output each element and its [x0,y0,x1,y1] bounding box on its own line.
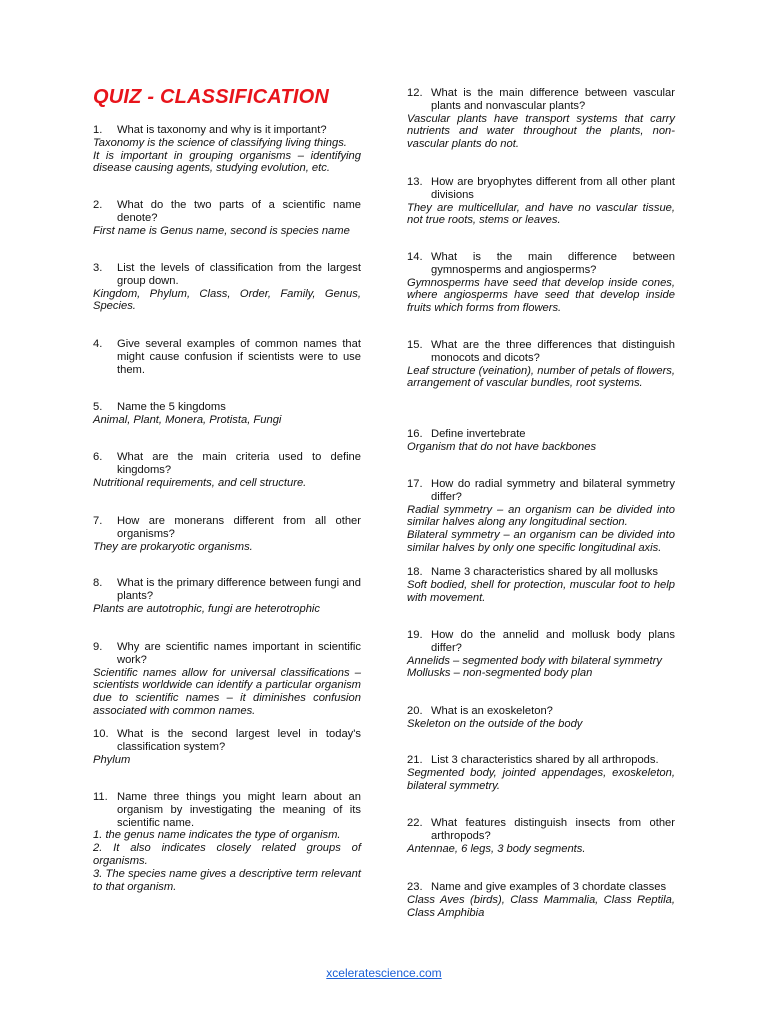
question-item [407,754,675,792]
question-number: 13. [407,176,423,188]
question-item [93,401,361,427]
question-number: 7. [93,515,103,527]
question-number: 8. [93,577,103,589]
answer-text: It is important in grouping organisms – identifying disease causing agents, studying evolution, etc. [93,149,361,175]
question-line [93,124,361,137]
question-item [93,262,361,313]
question-text: List 3 characteristics shared by all arthropods. [431,754,659,766]
question-number: 1. [93,124,103,136]
question-number: 2. [93,199,103,211]
answer-text: Organism that do not have backbones [407,440,597,453]
question-item [407,251,675,315]
question-line [407,566,675,579]
question-line [407,478,675,504]
page-title: QUIZ - CLASSIFICATION [93,86,330,108]
question-text: What do the two parts of a scientific name denote? [117,199,361,224]
question-number: 11. [93,791,108,803]
question-item [407,339,675,390]
answer-text: Plants are autotrophic, fungi are heterotrophic [93,602,320,615]
question-number: 17. [407,478,423,490]
question-text: What is the primary difference between fungi and plants? [117,577,361,602]
question-text: Define invertebrate [431,428,526,440]
question-line [407,881,675,894]
answer-text: Scientific names allow for universal classifications – scientists worldwide can identify a particular organism due to scientific names – it diminishes confusion associated with common names. [93,666,361,717]
question-number: 16. [407,428,423,440]
question-number: 19. [407,629,423,641]
question-item [93,577,361,615]
question-number: 4. [93,338,103,350]
question-number: 3. [93,262,103,274]
question-text: Name and give examples of 3 chordate classes [431,881,667,893]
question-line [93,791,361,829]
question-item [407,428,675,454]
question-line [407,817,675,843]
question-number: 18. [407,566,423,578]
question-item [93,199,361,237]
question-number: 20. [407,705,423,717]
answer-text: Kingdom, Phylum, Class, Order, Family, Genus, Species. [93,287,361,313]
question-item [407,87,675,151]
question-line [93,577,361,603]
question-line [407,428,675,441]
question-item [407,176,675,227]
answer-text: Vascular plants have transport systems that carry nutrients and water throughout the plants, non-vascular plants do not. [407,112,675,151]
question-text: Name 3 characteristics shared by all mollusks [431,566,658,578]
question-item [407,817,675,855]
answer-text: First name is Genus name, second is species name [93,224,350,237]
answer-text: Mollusks – non-segmented body plan [407,667,593,680]
answer-text: Skeleton on the outside of the body [407,717,583,730]
question-item [93,515,361,553]
question-text: Give several examples of common names that might cause confusion if scientists were to use them. [117,338,361,376]
question-number: 21. [407,754,423,766]
question-number: 14. [407,251,423,263]
question-text: What is taxonomy and why is it important? [117,124,327,136]
question-line [407,176,675,202]
question-text: What is the main difference between vascular plants and nonvascular plants? [431,87,675,112]
answer-text: Antennae, 6 legs, 3 body segments. [407,842,586,855]
question-item [93,791,361,893]
question-number: 6. [93,451,103,463]
question-line [93,515,361,541]
question-line [407,705,675,718]
question-text: Why are scientific names important in scientific work? [117,641,361,666]
question-line [93,401,361,414]
answer-text: 1. the genus name indicates the type of organism. [93,829,341,842]
answer-text: Annelids – segmented body with bilateral symmetry [407,654,662,667]
answer-text: Phylum [93,753,131,766]
question-number: 12. [407,87,423,99]
question-number: 23. [407,881,423,893]
question-item [93,124,361,175]
question-line [93,199,361,225]
question-item [93,728,361,766]
answer-text: Gymnosperms have seed that develop inside cones, where angiosperms have seed that develop inside fruits which forms from flowers. [407,276,675,315]
answer-text: Taxonomy is the science of classifying living things. [93,136,347,149]
question-line [407,87,675,113]
question-text: How do radial symmetry and bilateral symmetry differ? [431,478,675,503]
question-line [93,728,361,754]
question-number: 5. [93,401,103,413]
question-item [407,478,675,555]
answer-text: Bilateral symmetry – an organism can be divided into similar halves by only one specific longitudinal axis. [407,529,675,554]
answer-text: 2. It also indicates closely related groups of organisms. [93,842,361,867]
answer-text: Radial symmetry – an organism can be divided into similar halves along any longitudinal section. [407,503,675,529]
question-item [93,338,361,376]
question-line [93,262,361,288]
question-line [407,754,675,767]
question-item [407,566,675,604]
question-text: What features distinguish insects from other arthropods? [431,817,675,842]
question-item [407,881,675,919]
question-item [93,451,361,489]
answer-text: Segmented body, jointed appendages, exoskeleton, bilateral symmetry. [407,766,675,792]
question-item [407,629,675,680]
question-text: Name the 5 kingdoms [117,401,226,413]
question-text: List the levels of classification from the largest group down. [117,262,361,287]
question-line [407,629,675,655]
question-text: How are bryophytes different from all other plant divisions [431,176,675,201]
answer-text: They are prokaryotic organisms. [93,540,253,553]
answer-text: Nutritional requirements, and cell structure. [93,476,307,489]
answer-text: 3. The species name gives a descriptive term relevant to that organism. [93,867,361,893]
question-line [407,339,675,365]
question-text: Name three things you might learn about an organism by investigating the meaning of its scientific name. [117,791,361,829]
answer-text: Class Aves (birds), Class Mammalia, Class Reptila, Class Amphibia [407,893,675,919]
answer-text: They are multicellular, and have no vascular tissue, not true roots, stems or leaves. [407,201,675,227]
question-number: 9. [93,641,103,653]
question-number: 15. [407,339,423,351]
question-item [407,705,675,731]
question-line [407,251,675,277]
question-text: What are the main criteria used to define kingdoms? [117,451,361,476]
question-text: What is the main difference between gymnosperms and angiosperms? [431,251,675,276]
question-number: 22. [407,817,423,829]
answer-text: Soft bodied, shell for protection, muscular foot to help with movement. [407,578,675,604]
question-line [93,338,361,376]
question-text: How do the annelid and mollusk body plans differ? [431,629,675,654]
question-item [93,641,361,718]
question-text: How are monerans different from all other organisms? [117,515,361,540]
answer-text: Animal, Plant, Monera, Protista, Fungi [93,413,282,426]
question-text: What are the three differences that distinguish monocots and dicots? [431,339,675,364]
question-line [93,451,361,477]
answer-text: Leaf structure (veination), number of petals of flowers, arrangement of vascular bundles, root systems. [407,364,675,390]
question-text: What is the second largest level in today's classification system? [117,728,361,753]
footer-link[interactable]: xceleratescience.com [326,966,442,980]
question-text: What is an exoskeleton? [431,705,553,717]
question-line [93,641,361,667]
question-number: 10. [93,728,109,740]
